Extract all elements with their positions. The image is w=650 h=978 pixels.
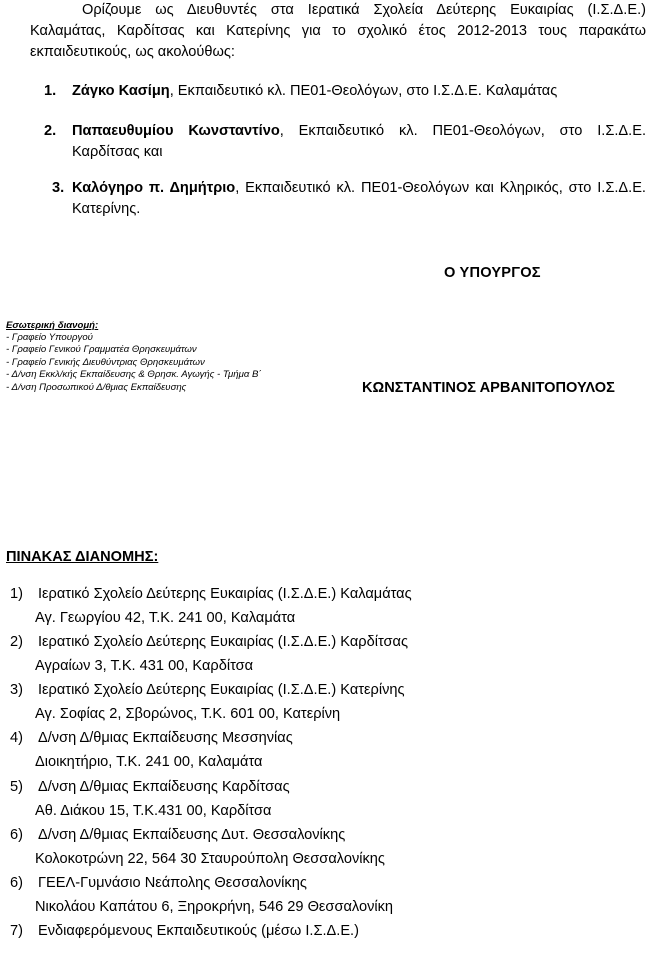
appointee-name: Καλόγηρο π. Δημήτριο [72,180,236,196]
item-number: 2) [10,634,23,650]
recipient-name: Ιερατικό Σχολείο Δεύτερης Ευκαιρίας (Ι.Σ.Δ.Ε.) Κατερίνης [38,682,405,698]
appointee-name: Ζάγκο Κασίμη [72,83,170,99]
list-item: - Δ/νση Εκκλ/κής Εκπαίδευσης & Θρησκ. Αγωγής - Τμήμα Β΄ [6,368,262,380]
item-number: 3) [10,682,23,698]
item-number: 6) [10,875,23,891]
recipient-name: Δ/νση Δ/θμιας Εκπαίδευσης Μεσσηνίας [38,730,293,746]
distribution-table-title: ΠΙΝΑΚΑΣ ΔΙΑΝΟΜΗΣ: [6,549,159,565]
appointee-details: , Εκπαιδευτικό κλ. ΠΕ01-Θεολόγων και Κληρικός, στο Ι.Σ.Δ.Ε. Κατερίνης. [72,180,646,217]
item-number: 7) [10,923,23,939]
internal-distribution-title: Εσωτερική διανομή: [6,320,99,331]
list-item: - Δ/νση Προσωπικού Δ/θμιας Εκπαίδευσης [6,382,187,394]
appointment-item [72,121,646,163]
recipient-address: Διοικητήριο, Τ.Κ. 241 00, Καλαμάτα [35,754,263,770]
recipient-address: Αγραίων 3, Τ.Κ. 431 00, Καρδίτσα [35,658,254,674]
appointment-item [72,81,646,102]
appointee-details: , Εκπαιδευτικό κλ. ΠΕ01-Θεολόγων, στο Ι.Σ.Δ.Ε. Καλαμάτας [169,83,558,99]
recipient-address: Κολοκοτρώνη 22, 564 30 Σταυρούπολη Θεσσαλονίκης [35,851,385,867]
list-item: - Γραφείο Γενικού Γραμματέα Θρησκευμάτων [6,344,197,356]
appointee-name: Παπαευθυμίου Κωνσταντίνο [72,123,280,139]
recipient-name: Ιερατικό Σχολείο Δεύτερης Ευκαιρίας (Ι.Σ.Δ.Ε.) Καρδίτσας [38,634,408,650]
appointment-number: 3. [52,180,65,196]
recipient-address: Αθ. Διάκου 15, Τ.Κ.431 00, Καρδίτσα [35,803,272,819]
intro-paragraph: Ορίζουμε ως Διευθυντές στα Ιερατικά Σχολεία Δεύτερης Ευκαιρίας (Ι.Σ.Δ.Ε.) Καλαμάτας, Καρδίτσας και Κατερίνης για το σχολικό έτος 2012-2013 τους παρακάτω εκπαιδευτικούς, ως ακολούθως: [30,2,646,60]
internal-distribution [6,320,306,394]
recipient-name: Δ/νση Δ/θμιας Εκπαίδευσης Δυτ. Θεσσαλονίκης [38,827,346,843]
recipient-address: Νικολάου Καπάτου 6, Ξηροκρήνη, 546 29 Θεσσαλονίκη [35,899,394,915]
signer-name: ΚΩΝΣΤΑΝΤΙΝΟΣ ΑΡΒΑΝΙΤΟΠΟΥΛΟΣ [362,380,615,396]
item-number: 6) [10,827,23,843]
recipient-address: Αγ. Σοφίας 2, Σβορώνος, Τ.Κ. 601 00, Κατερίνη [35,706,341,722]
appointment-number: 2. [44,123,57,139]
recipient-name: ΓΕΕΛ-Γυμνάσιο Νεάπολης Θεσσαλονίκης [38,875,307,891]
recipient-name: Ιερατικό Σχολείο Δεύτερης Ευκαιρίας (Ι.Σ.Δ.Ε.) Καλαμάτας [38,586,412,602]
item-number: 1) [10,586,23,602]
list-item: - Γραφείο Υπουργού [6,332,93,344]
minister-title: Ο ΥΠΟΥΡΓΟΣ [444,265,541,281]
internal-distribution-list [6,332,306,394]
recipient-name: Ενδιαφερόμενους Εκπαιδευτικούς (μέσω Ι.Σ.Δ.Ε.) [38,923,359,939]
item-number: 5) [10,779,23,795]
list-item: - Γραφείο Γενικής Διευθύντριας Θρησκευμάτων [6,356,205,368]
item-number: 4) [10,730,23,746]
recipient-name: Δ/νση Δ/θμιας Εκπαίδευσης Καρδίτσας [38,779,290,795]
appointee-details: , Εκπαιδευτικό κλ. ΠΕ01-Θεολόγων, στο Ι.Σ.Δ.Ε. Καρδίτσας και [72,123,646,160]
appointment-number: 1. [44,83,57,99]
recipient-address: Αγ. Γεωργίου 42, Τ.Κ. 241 00, Καλαμάτα [35,610,296,626]
appointment-item [72,178,646,220]
